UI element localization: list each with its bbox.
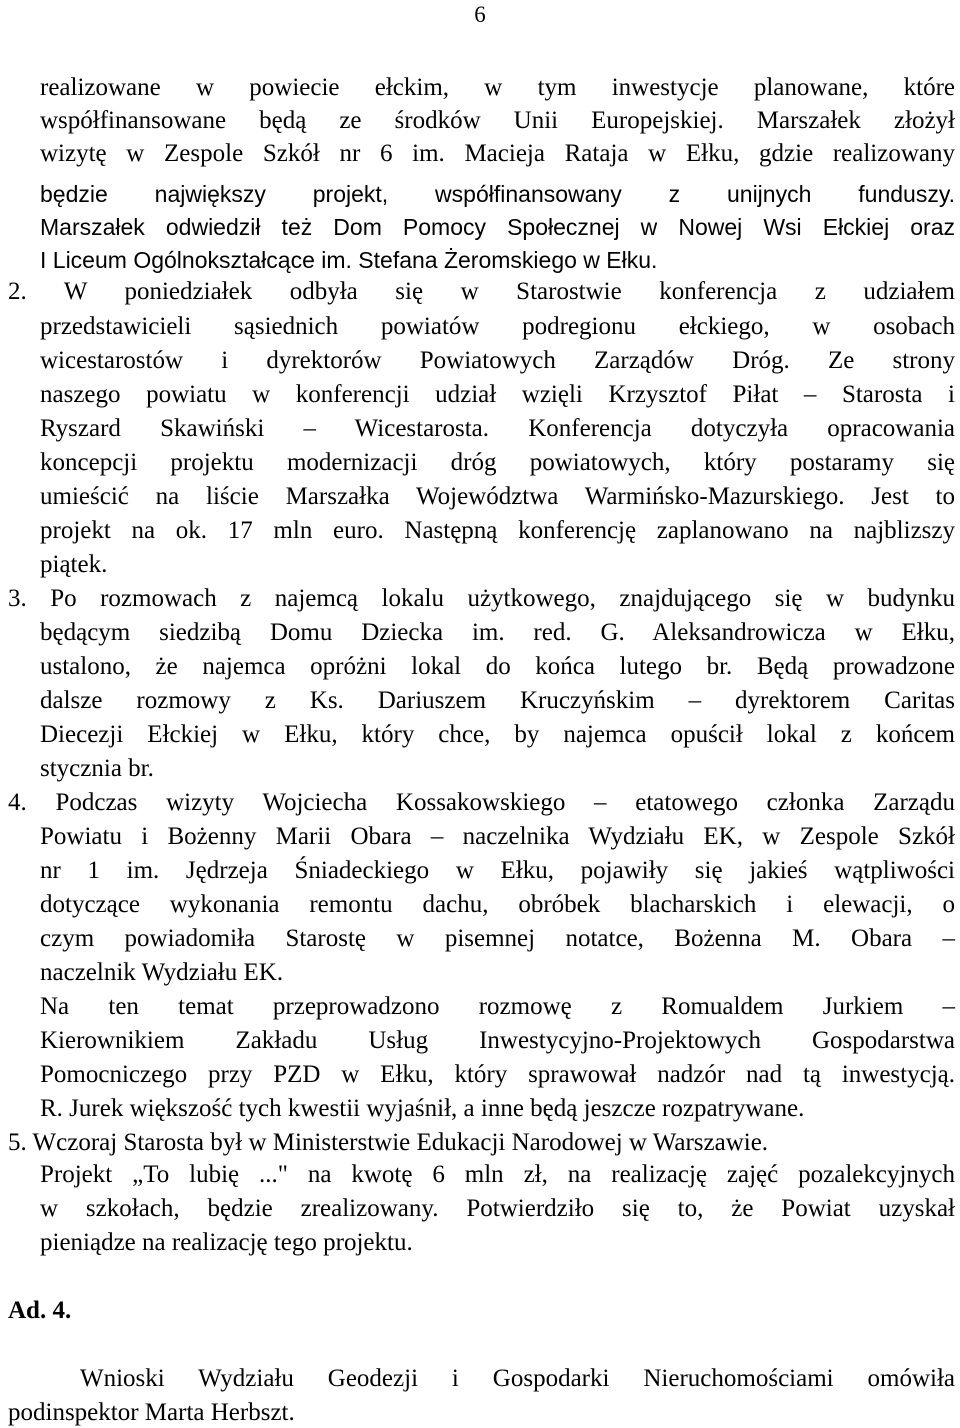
page-number: 6 bbox=[474, 2, 486, 27]
text-line: naszego powiatu w konferencji udział wzięli Krzysztof Piłat – Starosta i bbox=[40, 381, 955, 408]
text-line: 4. Podczas wizyty Wojciecha Kossakowskiego – etatowego członka Zarządu bbox=[8, 789, 955, 816]
text-line: realizowane w powiecie ełckim, w tym inwestycje planowane, które bbox=[40, 74, 955, 101]
text-line: 2. W poniedziałek odbyła się w Starostwie konferencja z udziałem bbox=[8, 278, 955, 305]
text-line: Projekt „To lubię ..." na kwotę 6 mln zł, na realizację zajęć pozalekcyjnych bbox=[40, 1161, 955, 1188]
text-line: Powiatu i Bożenny Marii Obara – naczelnika Wydziału EK, w Zespole Szkół bbox=[40, 823, 955, 850]
text-line: Na ten temat przeprowadzono rozmowę z Romualdem Jurkiem – bbox=[40, 993, 955, 1020]
text-line: Marszałek odwiedził też Dom Pomocy Społecznej w Nowej Wsi Ełckiej oraz bbox=[40, 214, 955, 240]
text-line: nr 1 im. Jędrzeja Śniadeckiego w Ełku, pojawiły się jakieś wątpliwości bbox=[40, 857, 955, 884]
text-line: będzie największy projekt, współfinansowany z unijnych funduszy. bbox=[40, 181, 955, 207]
text-line: dalsze rozmowy z Ks. Dariuszem Kruczyńskim – dyrektorem Caritas bbox=[40, 687, 955, 714]
text-line: koncepcji projektu modernizacji dróg powiatowych, który postaramy się bbox=[40, 449, 955, 476]
text-line: Diecezji Ełckiej w Ełku, który chce, by najemca opuścił lokal z końcem bbox=[40, 721, 955, 748]
text-line: Kierownikiem Zakładu Usług Inwestycyjno-Projektowych Gospodarstwa bbox=[40, 1027, 955, 1054]
text-line: R. Jurek większość tych kwestii wyjaśnił, a inne będą jeszcze rozpatrywane. bbox=[40, 1095, 805, 1122]
text-line: Ryszard Skawiński – Wicestarosta. Konferencja dotyczyła opracowania bbox=[40, 415, 955, 442]
text-line: piątek. bbox=[40, 551, 108, 578]
text-line: ustalono, że najemca opróżni lokal do końca lutego br. Będą prowadzone bbox=[40, 653, 955, 680]
text-line: czym powiadomiła Starostę w pisemnej notatce, Bożenna M. Obara – bbox=[40, 925, 955, 952]
text-line: umieścić na liście Marszałka Województwa Warmińsko-Mazurskiego. Jest to bbox=[40, 483, 955, 510]
text-line: stycznia br. bbox=[40, 755, 154, 782]
section-heading: Ad. 4. bbox=[8, 1297, 72, 1324]
text-line: dotyczące wykonania remontu dachu, obróbek blacharskich i elewacji, o bbox=[40, 891, 955, 918]
text-line: Wnioski Wydziału Geodezji i Gospodarki Nieruchomościami omówiła bbox=[80, 1365, 955, 1392]
text-line: naczelnik Wydziału EK. bbox=[40, 959, 284, 986]
text-line: podinspektor Marta Herbszt. bbox=[8, 1399, 295, 1426]
text-line: wicestarostów i dyrektorów Powiatowych Zarządów Dróg. Ze strony bbox=[40, 347, 955, 374]
text-line: projekt na ok. 17 mln euro. Następną konferencję zaplanowano na najblizszy bbox=[40, 517, 955, 544]
text-line: wizytę w Zespole Szkół nr 6 im. Macieja Rataja w Ełku, gdzie realizowany bbox=[40, 140, 955, 167]
text-line: Pomocniczego przy PZD w Ełku, który sprawował nadzór nad tą inwestycją. bbox=[40, 1061, 955, 1088]
text-line: będącym siedzibą Domu Dziecka im. red. G. Aleksandrowicza w Ełku, bbox=[40, 619, 955, 646]
text-line: w szkołach, będzie zrealizowany. Potwierdziło się to, że Powiat uzyskał bbox=[40, 1195, 955, 1222]
text-line: 3. Po rozmowach z najemcą lokalu użytkowego, znajdującego się w budynku bbox=[8, 585, 955, 612]
text-line: I Liceum Ogólnokształcące im. Stefana Żeromskiego w Ełku. bbox=[40, 247, 658, 273]
text-line: współfinansowane będą ze środków Unii Europejskiej. Marszałek złożył bbox=[40, 107, 955, 134]
text-line: pieniądze na realizację tego projektu. bbox=[40, 1229, 413, 1256]
text-line: 5. Wczoraj Starosta był w Ministerstwie Edukacji Narodowej w Warszawie. bbox=[8, 1129, 769, 1156]
text-line: przedstawicieli sąsiednich powiatów podregionu ełckiego, w osobach bbox=[40, 313, 955, 340]
